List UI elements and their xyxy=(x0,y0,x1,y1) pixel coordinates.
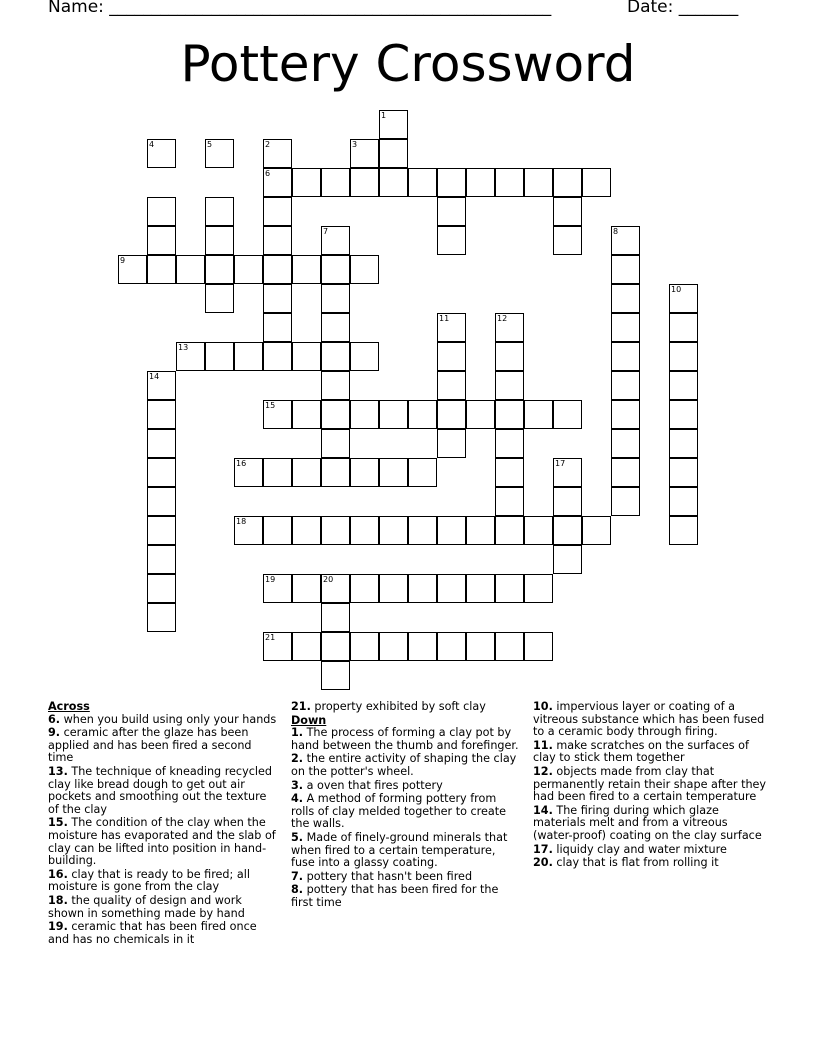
grid-cell[interactable] xyxy=(147,487,176,516)
grid-cell[interactable] xyxy=(408,458,437,487)
clue-number: 2. xyxy=(291,752,304,766)
grid-cell[interactable] xyxy=(553,226,582,255)
grid-cell[interactable] xyxy=(408,574,437,603)
grid-cell[interactable] xyxy=(437,168,466,197)
grid-cell[interactable] xyxy=(669,516,698,545)
clue-text: the quality of design and work shown in something made by hand xyxy=(48,893,245,920)
grid-cell[interactable] xyxy=(611,371,640,400)
clue-text: clay that is ready to be fired; all moisture is gone from the clay xyxy=(48,867,250,894)
clue-text: pottery that has been fired for the first time xyxy=(291,883,499,909)
name-line: Name: ____________________________________________________ xyxy=(48,0,552,17)
clue-item xyxy=(533,805,768,843)
clue-item xyxy=(291,884,521,909)
grid-cell[interactable] xyxy=(495,168,524,197)
clue-item xyxy=(533,740,768,765)
cell-number: 11 xyxy=(439,314,450,323)
grid-cell[interactable] xyxy=(553,516,582,545)
cell-number: 13 xyxy=(178,343,189,352)
grid-cell[interactable] xyxy=(379,400,408,429)
cell-number: 14 xyxy=(149,372,160,381)
grid-cell[interactable] xyxy=(234,342,263,371)
grid-cell[interactable] xyxy=(147,429,176,458)
down-heading: Down xyxy=(291,713,327,727)
clue-item xyxy=(48,817,280,867)
grid-cell[interactable] xyxy=(205,284,234,313)
clue-number: 1. xyxy=(291,726,304,740)
clue-number: 10. xyxy=(533,700,553,713)
clue-number: 8. xyxy=(291,883,304,897)
grid-cell[interactable] xyxy=(205,197,234,226)
grid-cell[interactable] xyxy=(263,574,292,603)
clue-text: ceramic that has been fired once and has no chemicals in it xyxy=(48,920,257,946)
grid-cell[interactable] xyxy=(524,516,553,545)
grid-cell[interactable] xyxy=(321,661,350,690)
clues-column-3 xyxy=(533,701,768,871)
clue-text: The process of forming a clay pot by hand between the thumb and forefinger. xyxy=(291,726,519,752)
grid-cell[interactable] xyxy=(292,255,321,284)
clue-item xyxy=(48,869,280,894)
grid-cell[interactable] xyxy=(321,226,350,255)
clue-number: 21. xyxy=(291,700,311,713)
grid-cell[interactable] xyxy=(408,632,437,661)
clue-text: property exhibited by soft clay xyxy=(310,700,486,713)
grid-cell[interactable] xyxy=(495,429,524,458)
grid-cell[interactable] xyxy=(234,516,263,545)
cell-number: 15 xyxy=(265,401,276,410)
clue-item xyxy=(291,727,521,752)
grid-cell[interactable] xyxy=(524,168,553,197)
grid-cell[interactable] xyxy=(495,400,524,429)
clue-item xyxy=(291,701,521,714)
grid-cell[interactable] xyxy=(466,168,495,197)
clue-number: 20. xyxy=(533,856,553,870)
grid-cell[interactable] xyxy=(321,574,350,603)
clue-number: 11. xyxy=(533,738,553,752)
grid-cell[interactable] xyxy=(669,371,698,400)
clue-number: 12. xyxy=(533,764,553,778)
grid-cell[interactable] xyxy=(611,400,640,429)
clue-text: the entire activity of shaping the clay on the potter's wheel. xyxy=(291,752,517,778)
clue-item xyxy=(291,753,521,778)
grid-cell[interactable] xyxy=(263,342,292,371)
clue-item xyxy=(291,871,521,884)
grid-cell[interactable] xyxy=(437,313,466,342)
grid-cell[interactable] xyxy=(263,168,292,197)
grid-cell[interactable] xyxy=(321,313,350,342)
cell-number: 1 xyxy=(381,111,387,120)
grid-cell[interactable] xyxy=(263,226,292,255)
date-line: Date: _______ xyxy=(627,0,739,17)
grid-cell[interactable] xyxy=(379,168,408,197)
grid-cell[interactable] xyxy=(611,284,640,313)
clue-number: 17. xyxy=(533,842,553,856)
grid-cell[interactable] xyxy=(147,574,176,603)
clue-item xyxy=(291,832,521,870)
grid-cell[interactable] xyxy=(582,516,611,545)
clue-item xyxy=(48,766,280,816)
grid-cell[interactable] xyxy=(495,342,524,371)
grid-cell[interactable] xyxy=(321,168,350,197)
grid-cell[interactable] xyxy=(147,139,176,168)
grid-cell[interactable] xyxy=(495,574,524,603)
clue-item xyxy=(48,895,280,920)
grid-cell[interactable] xyxy=(408,516,437,545)
cell-number: 17 xyxy=(555,459,566,468)
grid-cell[interactable] xyxy=(379,139,408,168)
clue-item xyxy=(48,921,280,946)
grid-cell[interactable] xyxy=(263,632,292,661)
grid-cell[interactable] xyxy=(524,574,553,603)
grid-cell[interactable] xyxy=(292,168,321,197)
grid-cell[interactable] xyxy=(147,371,176,400)
grid-cell[interactable] xyxy=(292,342,321,371)
grid-cell[interactable] xyxy=(524,632,553,661)
grid-cell[interactable] xyxy=(176,255,205,284)
clue-text: ceramic after the glaze has been applied and has been fired a second time xyxy=(48,726,252,765)
clue-number: 5. xyxy=(291,830,304,844)
cell-number: 10 xyxy=(671,285,682,294)
grid-cell[interactable] xyxy=(263,516,292,545)
clue-text: The technique of kneading recycled clay like bread dough to get out air pockets and smoothing out the texture of the clay xyxy=(48,764,272,816)
grid-cell[interactable] xyxy=(292,516,321,545)
grid-cell[interactable] xyxy=(669,487,698,516)
grid-cell[interactable] xyxy=(495,487,524,516)
grid-cell[interactable] xyxy=(553,168,582,197)
grid-cell[interactable] xyxy=(669,313,698,342)
cell-number: 12 xyxy=(497,314,508,323)
cell-number: 2 xyxy=(265,140,271,149)
grid-cell[interactable] xyxy=(205,342,234,371)
grid-cell[interactable] xyxy=(234,458,263,487)
clue-number: 3. xyxy=(291,778,304,792)
grid-cell[interactable] xyxy=(350,458,379,487)
grid-cell[interactable] xyxy=(350,139,379,168)
grid-cell[interactable] xyxy=(611,255,640,284)
grid-cell[interactable] xyxy=(350,632,379,661)
grid-cell[interactable] xyxy=(495,313,524,342)
grid-cell[interactable] xyxy=(437,574,466,603)
clue-text: when you build using only your hands xyxy=(60,712,277,726)
grid-cell[interactable] xyxy=(669,342,698,371)
cell-number: 7 xyxy=(323,227,329,236)
cell-number: 20 xyxy=(323,575,334,584)
grid-cell[interactable] xyxy=(350,168,379,197)
clue-number: 18. xyxy=(48,893,68,907)
grid-cell[interactable] xyxy=(321,284,350,313)
grid-cell[interactable] xyxy=(669,458,698,487)
clue-text: make scratches on the surfaces of clay to stick them together xyxy=(533,738,749,765)
grid-cell[interactable] xyxy=(437,400,466,429)
grid-cell[interactable] xyxy=(147,226,176,255)
grid-cell[interactable] xyxy=(408,400,437,429)
grid-cell[interactable] xyxy=(292,574,321,603)
grid-cell[interactable] xyxy=(147,400,176,429)
clue-number: 7. xyxy=(291,869,304,883)
grid-cell[interactable] xyxy=(669,284,698,313)
grid-cell[interactable] xyxy=(263,400,292,429)
grid-cell[interactable] xyxy=(466,400,495,429)
clue-text: The condition of the clay when the moisture has evaporated and the slab of clay can be lifted into position in hand-building. xyxy=(48,816,276,868)
grid-cell[interactable] xyxy=(379,632,408,661)
grid-cell[interactable] xyxy=(582,168,611,197)
clue-item xyxy=(291,780,521,793)
grid-cell[interactable] xyxy=(495,516,524,545)
grid-cell[interactable] xyxy=(437,429,466,458)
grid-cell[interactable] xyxy=(611,458,640,487)
grid-cell[interactable] xyxy=(611,342,640,371)
clue-number: 14. xyxy=(533,803,553,817)
clue-item xyxy=(533,766,768,804)
grid-cell[interactable] xyxy=(321,400,350,429)
clue-item xyxy=(533,701,768,739)
clue-number: 4. xyxy=(291,792,304,806)
clue-text: liquidy clay and water mixture xyxy=(552,842,727,856)
clue-text: pottery that hasn't been fired xyxy=(303,869,473,883)
grid-cell[interactable] xyxy=(234,255,263,284)
clue-number: 16. xyxy=(48,867,68,881)
grid-cell[interactable] xyxy=(437,371,466,400)
grid-cell[interactable] xyxy=(495,371,524,400)
clue-number: 15. xyxy=(48,816,68,830)
grid-cell[interactable] xyxy=(553,197,582,226)
grid-cell[interactable] xyxy=(611,226,640,255)
grid-cell[interactable] xyxy=(147,603,176,632)
grid-cell[interactable] xyxy=(205,255,234,284)
grid-cell[interactable] xyxy=(263,139,292,168)
grid-cell[interactable] xyxy=(205,226,234,255)
clue-number: 6. xyxy=(48,712,61,726)
grid-cell[interactable] xyxy=(350,400,379,429)
grid-cell[interactable] xyxy=(553,487,582,516)
clues-column-2 xyxy=(291,701,521,911)
grid-cell[interactable] xyxy=(553,545,582,574)
clue-text: objects made from clay that permanently retain their shape after they had been fired to a certain temperature xyxy=(533,764,767,804)
grid-cell[interactable] xyxy=(611,429,640,458)
grid-cell[interactable] xyxy=(321,429,350,458)
grid-cell[interactable] xyxy=(292,632,321,661)
clue-number: 9. xyxy=(48,726,61,740)
clues-column-1 xyxy=(48,701,280,947)
clue-text: clay that is flat from rolling it xyxy=(552,856,719,870)
grid-cell[interactable] xyxy=(437,226,466,255)
grid-cell[interactable] xyxy=(147,197,176,226)
cell-number: 16 xyxy=(236,459,247,468)
grid-cell[interactable] xyxy=(611,313,640,342)
grid-cell[interactable] xyxy=(263,255,292,284)
clue-text: a oven that fires pottery xyxy=(303,778,443,792)
grid-cell[interactable] xyxy=(466,574,495,603)
cell-number: 18 xyxy=(236,517,247,526)
grid-cell[interactable] xyxy=(553,400,582,429)
clue-text: The firing during which glaze materials melt and from a vitreous (water-proof) coating on the clay surface xyxy=(533,803,762,842)
cell-number: 19 xyxy=(265,575,276,584)
grid-cell[interactable] xyxy=(408,168,437,197)
grid-cell[interactable] xyxy=(553,458,582,487)
grid-cell[interactable] xyxy=(321,603,350,632)
grid-cell[interactable] xyxy=(321,458,350,487)
clue-number: 19. xyxy=(48,920,68,934)
clue-item xyxy=(533,844,768,857)
clue-item xyxy=(48,727,280,765)
grid-cell[interactable] xyxy=(176,342,205,371)
clue-text: A method of forming pottery from rolls of clay melded together to create the walls. xyxy=(291,792,506,831)
grid-cell[interactable] xyxy=(321,371,350,400)
grid-cell[interactable] xyxy=(350,516,379,545)
grid-cell[interactable] xyxy=(263,284,292,313)
cell-number: 8 xyxy=(613,227,619,236)
grid-cell[interactable] xyxy=(379,574,408,603)
cell-number: 21 xyxy=(265,633,276,642)
grid-cell[interactable] xyxy=(437,197,466,226)
grid-cell[interactable] xyxy=(263,458,292,487)
grid-cell[interactable] xyxy=(437,342,466,371)
clue-item xyxy=(533,857,768,870)
grid-cell[interactable] xyxy=(321,632,350,661)
grid-cell[interactable] xyxy=(350,574,379,603)
cell-number: 4 xyxy=(149,140,155,149)
cell-number: 6 xyxy=(265,169,271,178)
grid-cell[interactable] xyxy=(205,139,234,168)
grid-cell[interactable] xyxy=(118,255,147,284)
grid-cell[interactable] xyxy=(437,516,466,545)
grid-cell[interactable] xyxy=(321,516,350,545)
page-title: Pottery Crossword xyxy=(180,35,636,93)
clue-text: impervious layer or coating of a vitreous substance which has been fused to a ceramic body through firing. xyxy=(533,700,765,739)
clue-number: 13. xyxy=(48,764,68,778)
clue-item xyxy=(291,793,521,831)
grid-cell[interactable] xyxy=(379,458,408,487)
clue-item xyxy=(48,714,280,727)
grid-cell[interactable] xyxy=(292,458,321,487)
grid-cell[interactable] xyxy=(437,632,466,661)
grid-cell[interactable] xyxy=(292,400,321,429)
grid-cell[interactable] xyxy=(379,516,408,545)
grid-cell[interactable] xyxy=(495,632,524,661)
grid-cell[interactable] xyxy=(466,632,495,661)
grid-cell[interactable] xyxy=(495,458,524,487)
grid-cell[interactable] xyxy=(147,516,176,545)
grid-cell[interactable] xyxy=(321,255,350,284)
grid-cell[interactable] xyxy=(524,400,553,429)
clue-text: Made of finely-ground minerals that when fired to a certain temperature, fuse into a glassy coating. xyxy=(291,830,508,870)
grid-cell[interactable] xyxy=(669,400,698,429)
grid-cell[interactable] xyxy=(321,342,350,371)
grid-cell[interactable] xyxy=(263,313,292,342)
grid-cell[interactable] xyxy=(611,487,640,516)
grid-cell[interactable] xyxy=(147,458,176,487)
grid-cell[interactable] xyxy=(669,429,698,458)
grid-cell[interactable] xyxy=(147,255,176,284)
cell-number: 9 xyxy=(120,256,126,265)
cell-number: 5 xyxy=(207,140,213,149)
grid-cell[interactable] xyxy=(379,110,408,139)
grid-cell[interactable] xyxy=(350,255,379,284)
grid-cell[interactable] xyxy=(263,197,292,226)
cell-number: 3 xyxy=(352,140,358,149)
grid-cell[interactable] xyxy=(147,545,176,574)
grid-cell[interactable] xyxy=(350,342,379,371)
across-heading: Across xyxy=(48,700,90,713)
grid-cell[interactable] xyxy=(466,516,495,545)
